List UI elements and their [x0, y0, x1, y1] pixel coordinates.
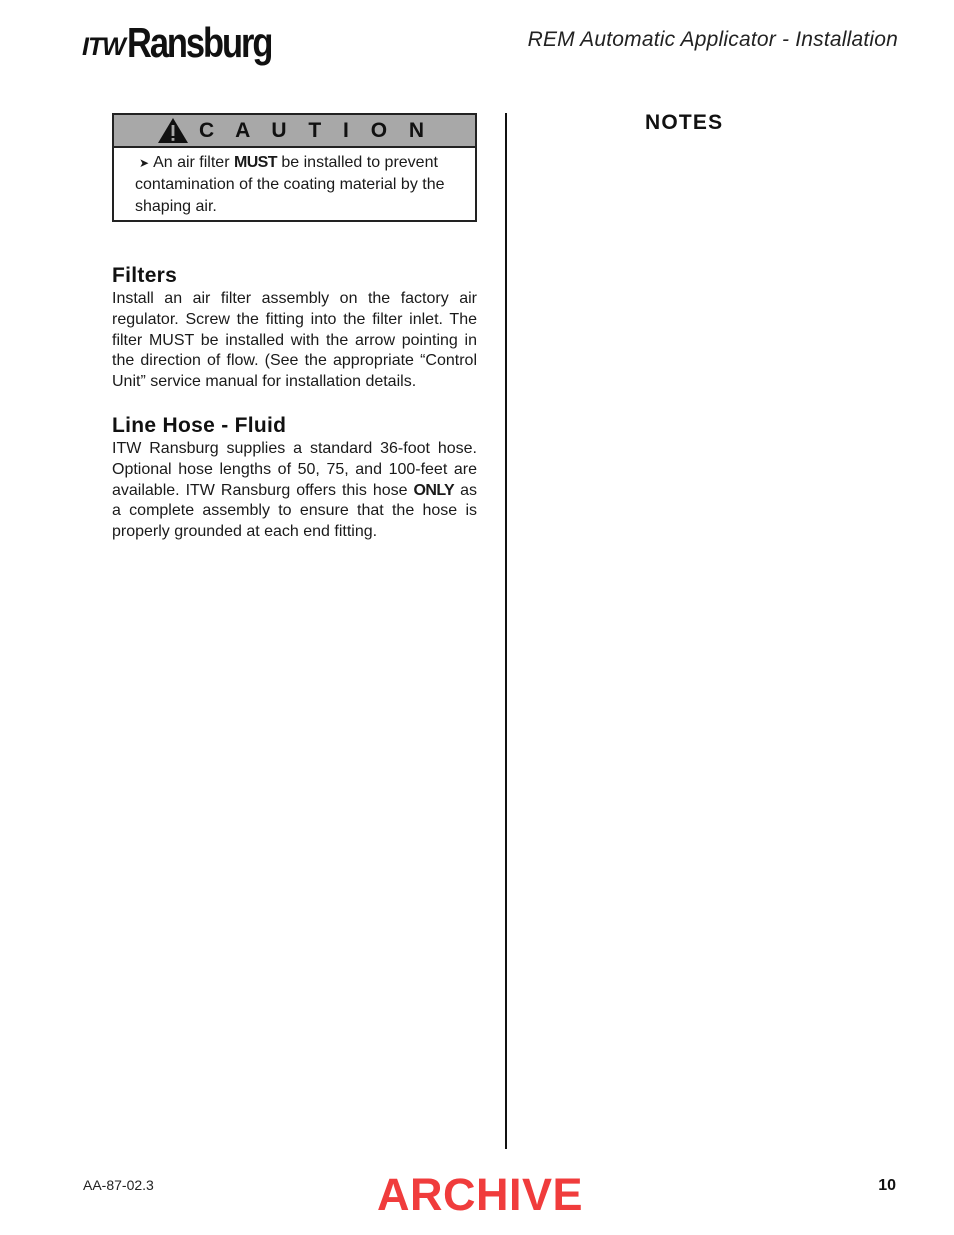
caution-text	[114, 148, 475, 218]
page-number: 10	[878, 1177, 896, 1194]
caution-header	[114, 115, 475, 148]
document-header-title: REM Automatic Applicator - Installation	[527, 28, 898, 51]
archive-watermark: ARCHIVE	[377, 1169, 584, 1220]
itw-ransburg-logo	[82, 18, 303, 70]
arrow-bullet-icon: ➤	[139, 156, 150, 170]
document-number: AA-87-02.3	[83, 1177, 154, 1193]
caution-text-after: be installed to prevent contamination of the coating material by the shaping air.	[135, 154, 445, 215]
line-hose-emphasis: ONLY	[413, 481, 455, 499]
filters-heading: Filters	[112, 264, 178, 287]
caution-box	[112, 113, 477, 222]
line-hose-fluid-section	[112, 413, 477, 543]
filters-section	[112, 263, 477, 393]
column-divider	[505, 113, 507, 1149]
warning-triangle-icon	[157, 117, 189, 144]
line-hose-text-after: as a complete assembly to ensure that the hose is properly grounded at each end fitting.	[112, 481, 477, 541]
line-hose-fluid-heading: Line Hose - Fluid	[112, 414, 287, 437]
notes-heading: NOTES	[645, 111, 724, 134]
caution-text-before: An air filter	[153, 154, 234, 171]
line-hose-fluid-paragraph	[112, 439, 477, 543]
line-hose-text-before: ITW Ransburg supplies a standard 36-foot hose. Optional hose lengths of 50, 75, and 100-feet are available. ITW Ransburg offers this hose	[112, 440, 477, 499]
logo-ransburg-text: Ransburg	[126, 19, 272, 66]
caution-emphasis: MUST	[233, 154, 277, 171]
filters-paragraph: Install an air filter assembly on the factory air regulator. Screw the fitting into the filter inlet. The filter MUST be installed with the arrow pointing in the direction of flow. (See the appropriate “Control Unit” service manual for installation details.	[112, 290, 477, 391]
logo-itw-text: ITW	[82, 33, 125, 61]
caution-heading: C A U T I O N	[198, 118, 433, 142]
